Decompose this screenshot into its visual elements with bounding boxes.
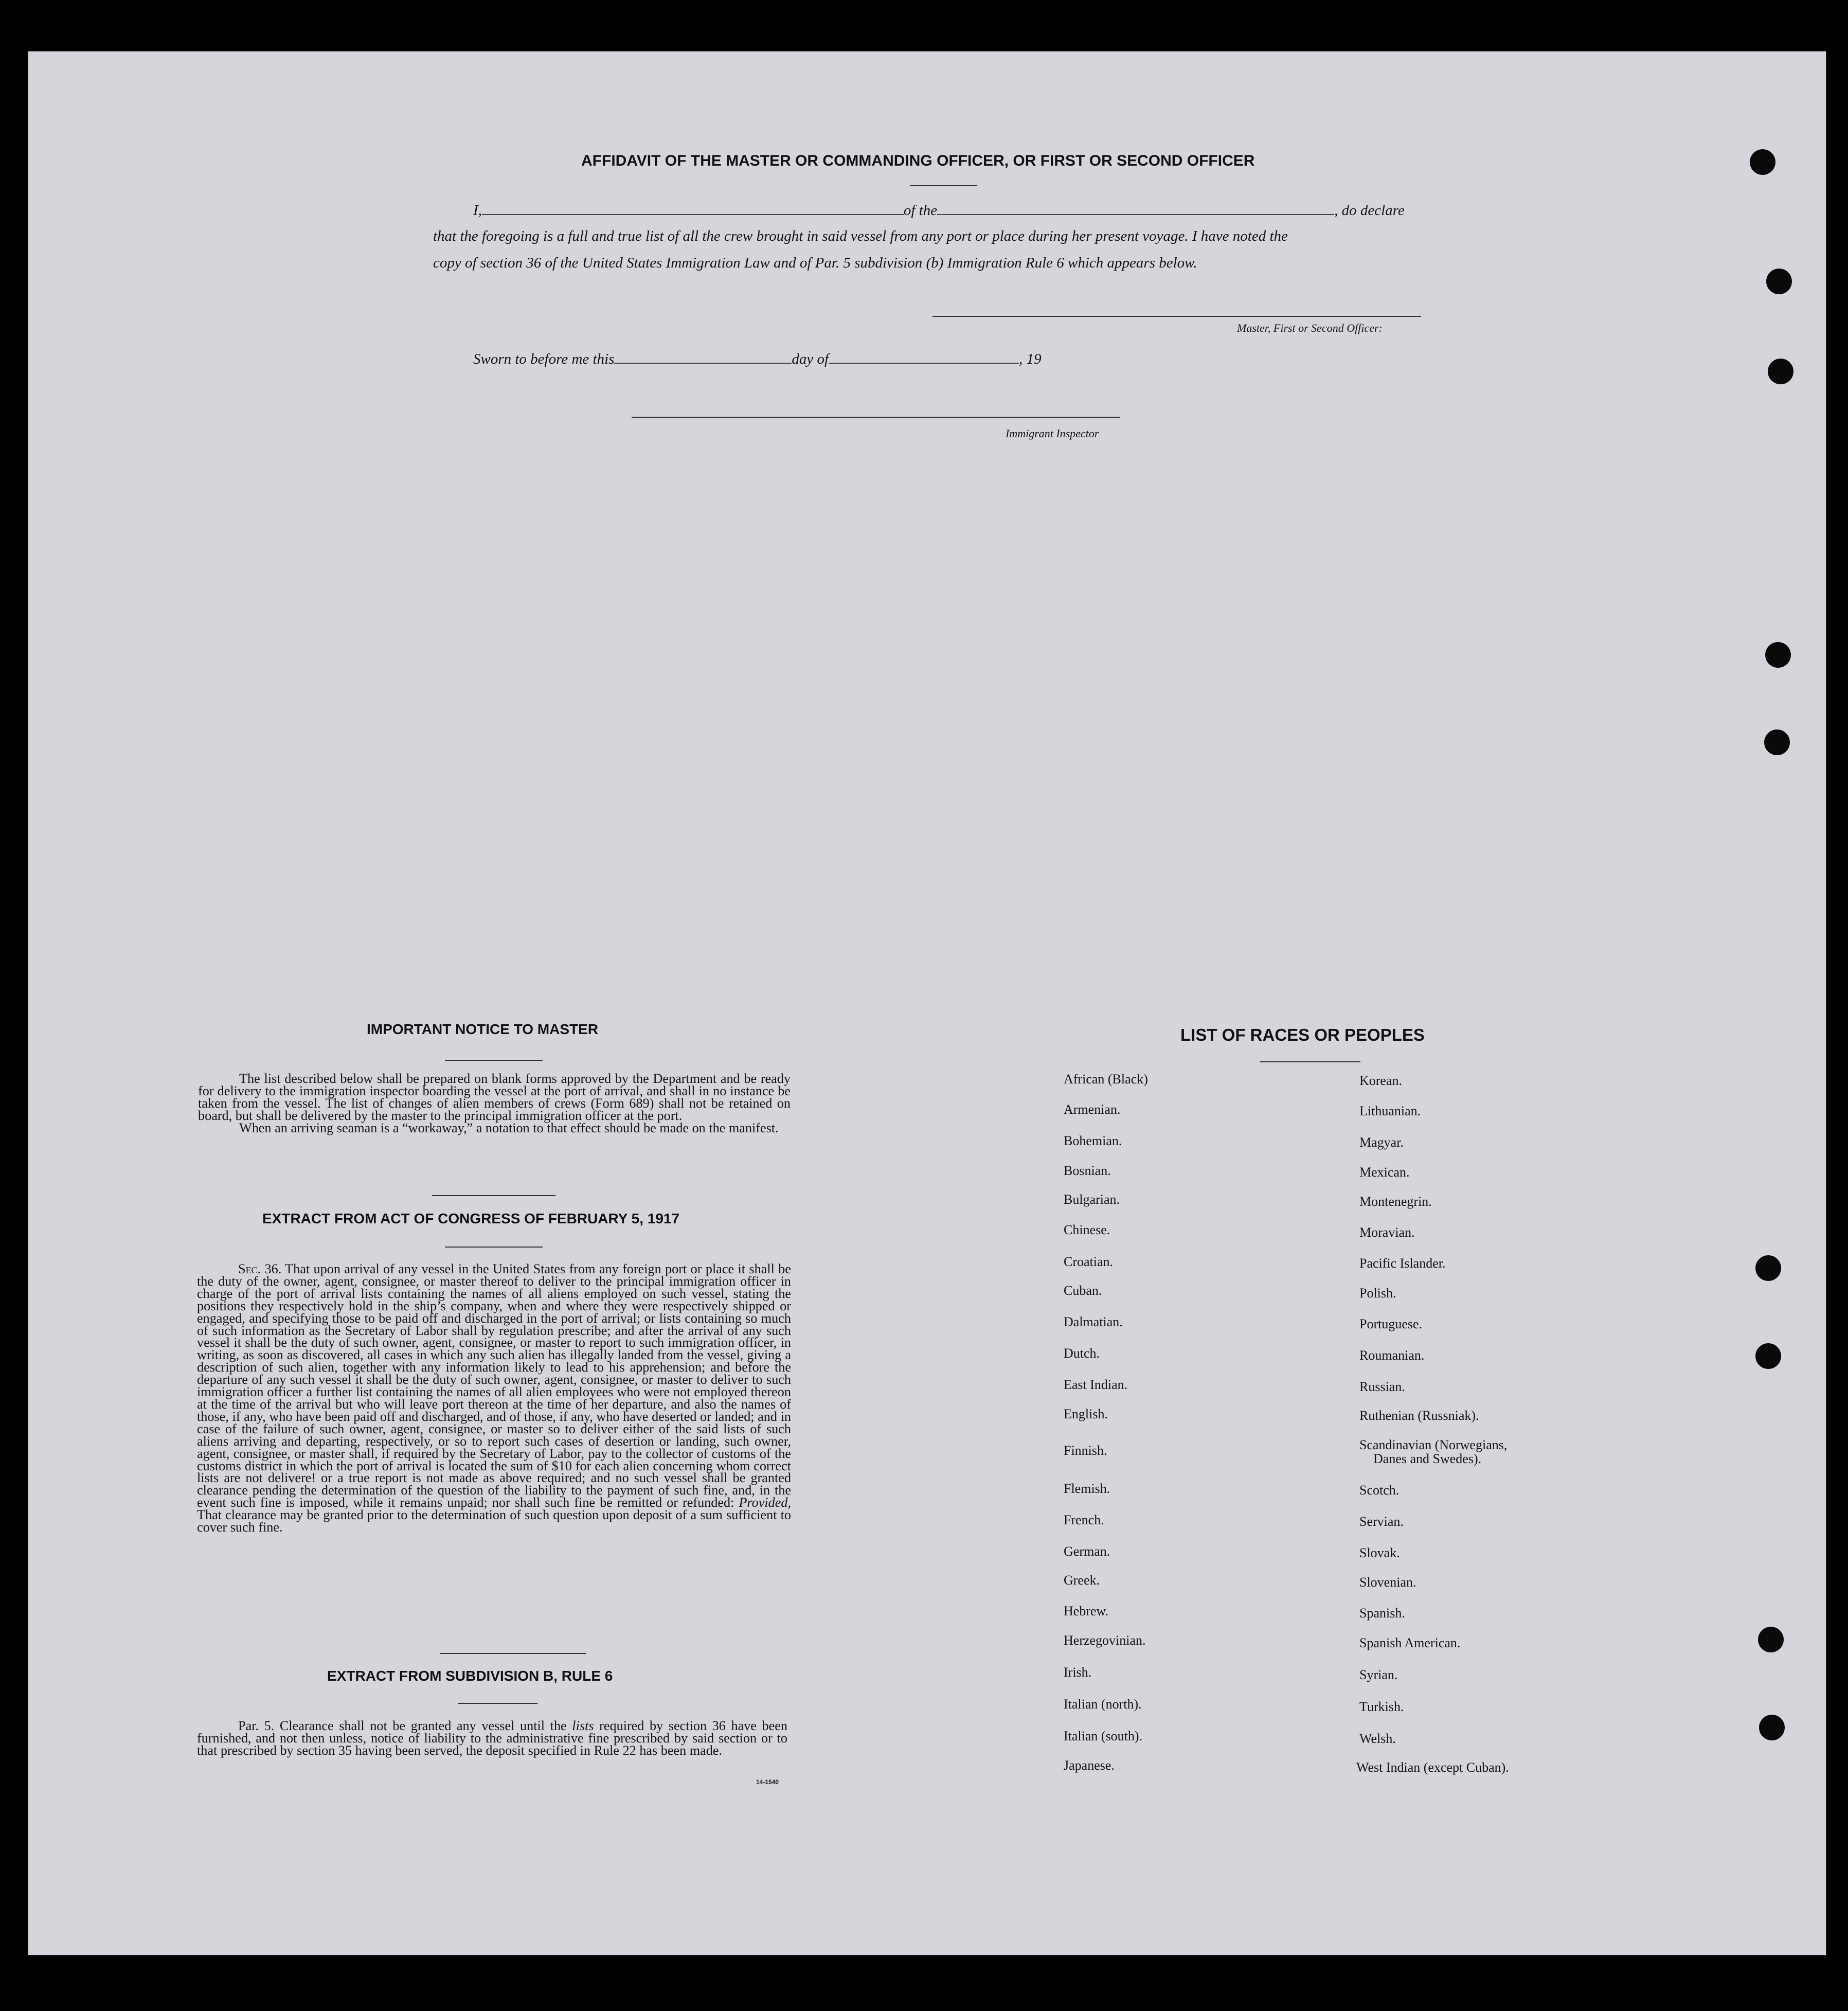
race-item: Armenian.: [1064, 1102, 1121, 1117]
race-item: German.: [1064, 1544, 1110, 1559]
master-signature-line[interactable]: [932, 316, 1421, 317]
race-item: Scandinavian (Norwegians,: [1359, 1437, 1508, 1452]
races-title: LIST OF RACES OR PEOPLES: [1180, 1025, 1425, 1044]
race-item: Servian.: [1359, 1514, 1404, 1529]
extract-act-title: EXTRACT FROM ACT OF CONGRESS OF FEBRUARY 5, 1917: [262, 1211, 680, 1226]
race-item: Polish.: [1359, 1286, 1396, 1301]
race-item: Spanish.: [1359, 1606, 1405, 1621]
race-item: Mexican.: [1359, 1165, 1410, 1180]
affidavit-title: AFFIDAVIT OF THE MASTER OR COMMANDING OFFICER, OR FIRST OR SECOND OFFICER: [581, 152, 1255, 169]
inspector-signature-line[interactable]: [632, 417, 1120, 418]
sworn-year: , 19: [1019, 351, 1042, 367]
declaration-line-3: copy of section 36 of the United States Immigration Law and of Par. 5 subdivision (b) Immigration Rule 6 which appears below.: [433, 255, 1197, 271]
inspector-label: Immigrant Inspector: [1006, 427, 1099, 440]
sworn-line: [473, 351, 1042, 368]
vessel-blank[interactable]: [937, 214, 1334, 215]
sworn-day-of: day of: [792, 351, 829, 367]
section-divider: [440, 1653, 586, 1654]
extract-rule-title: EXTRACT FROM SUBDIVISION B, RULE 6: [327, 1668, 613, 1684]
race-item: Hebrew.: [1064, 1604, 1109, 1618]
race-item: Bosnian.: [1064, 1163, 1111, 1178]
extract-rule-body: Par. 5. Clearance shall not be granted any vessel until the lists required by section 36 have been furnished, and not then unless, notice of liability to the administrative fine prescribed by said section or to that prescribed by section 35 having been served, the deposit specified in Rule 22 has been made.: [197, 1718, 787, 1758]
notice-title: IMPORTANT NOTICE TO MASTER: [367, 1021, 599, 1037]
binder-hole: [1755, 1255, 1781, 1281]
master-signature-label: Master, First or Second Officer:: [1237, 322, 1383, 334]
race-item: Italian (north).: [1064, 1697, 1142, 1712]
race-item: Montenegrin.: [1359, 1194, 1432, 1209]
binder-hole: [1755, 1343, 1781, 1369]
notice-paragraph-1: The list described below shall be prepared on blank forms approved by the Department and be ready for delivery to the immigration inspector boarding the vessel at the port of arrival, and shall in no instance be taken from the vessel. The list of changes of alien members of crews (Form 689) shall not be retained on board, but shall be delivered by the master to the principal immigration officer at the port.: [198, 1071, 791, 1123]
race-item: Korean.: [1359, 1073, 1403, 1088]
race-item: Finnish.: [1064, 1443, 1107, 1458]
races-divider: [1260, 1061, 1360, 1062]
race-item: Bohemian.: [1064, 1133, 1122, 1148]
binder-hole: [1764, 729, 1790, 755]
race-item: Roumanian.: [1359, 1348, 1425, 1363]
sworn-day-blank[interactable]: [614, 363, 792, 364]
race-item: Croatian.: [1064, 1254, 1114, 1269]
notice-body: [198, 1073, 791, 1134]
extract-act-divider: [445, 1247, 543, 1248]
race-item: Magyar.: [1359, 1135, 1404, 1150]
race-item: Italian (south).: [1064, 1729, 1143, 1743]
race-item: Greek.: [1064, 1573, 1100, 1588]
binder-hole: [1750, 149, 1775, 175]
race-item: Ruthenian (Russniak).: [1359, 1408, 1479, 1423]
name-blank[interactable]: [482, 214, 904, 215]
section-divider: [432, 1195, 555, 1196]
race-item: Irish.: [1064, 1665, 1092, 1680]
race-item: Flemish.: [1064, 1481, 1110, 1496]
race-item: Dutch.: [1064, 1346, 1100, 1361]
race-item: Japanese.: [1064, 1758, 1115, 1773]
race-item: Welsh.: [1359, 1731, 1396, 1746]
race-item: East Indian.: [1064, 1377, 1128, 1392]
race-item: Chinese.: [1064, 1222, 1110, 1237]
race-item: Spanish American.: [1359, 1635, 1461, 1650]
extract-rule-divider: [458, 1703, 537, 1704]
declaration-line-1: [473, 202, 1405, 219]
declaration-line-2: that the foregoing is a full and true list of all the crew brought in said vessel from any port or place during her present voyage. I have noted the: [433, 228, 1288, 244]
extract-act-body: Sec. 36. That upon arrival of any vessel in the United States from any foreign port or place it shall be the duty of the owner, agent, consignee, or master thereof to deliver to the principal immigration officer in charge of the port of arrival lists containing the names of all aliens employed on such vessel, stating the positions they respectively hold in the ship’s company, when and where they were respectively shipped or engaged, and specifying those to be paid off and discharged in the port of arrival; or lists containing so much of such information as the Secretary of Labor shall by regulation prescribe; and after the arrival of any such vessel it shall be the duty of such owner, agent, consignee, or master to report to such immigration officer, in writing, as soon as discovered, all cases in which any such alien has illegally landed from the vessel, giving a description of such alien, together with any information likely to lead to his apprehension; and before the departure of any such vessel it shall be the duty of such owner, agent, consignee, or master to deliver to such immigration officer a further list containing the names of all alien employees who were not employed thereon at the time of the arrival but who will leave port thereon at the time of her departure, and also the names of those, if any, who have been paid off and discharged, and of those, if any, who have deserted or landed; and in case of the failure of such owner, agent, consignee, or master so to deliver either of the said lists of such aliens arriving and departing, respectively, or so to report such cases of desertion or landing, such owner, agent, consignee, or master shall, if required by the Secretary of Labor, pay to the collector of customs of the customs district in which the port of arrival is located the sum of $10 for each alien concerning whom correct lists are not delivere! or a true report is not made as above required; and no such vessel shall be granted clearance pending the determination of the question of the liability to the payment of such fine, and, in the event such fine is imposed, while it remains unpaid; nor shall such fine be remitted or refunded: Provided, That clearance may be granted prior to the determination of such question upon deposit of a sum sufficient to cover such fine.: [197, 1261, 792, 1535]
race-item-continuation: Danes and Swedes).: [1373, 1451, 1482, 1466]
race-item: Lithuanian.: [1359, 1104, 1421, 1118]
title-divider: [910, 185, 977, 186]
race-item: Portuguese.: [1359, 1316, 1423, 1331]
declaration-of-the: of the: [903, 202, 938, 219]
race-item: French.: [1064, 1512, 1104, 1527]
race-item: Turkish.: [1359, 1699, 1404, 1714]
race-item: West Indian (except Cuban).: [1356, 1760, 1509, 1775]
declaration-do-declare: , do declare: [1334, 202, 1405, 219]
binder-hole: [1758, 1627, 1784, 1652]
race-item: Slovenian.: [1359, 1575, 1416, 1590]
binder-hole: [1766, 269, 1792, 294]
race-item: Slovak.: [1359, 1545, 1400, 1560]
race-item: Scotch.: [1359, 1483, 1400, 1498]
race-item: African (Black): [1064, 1072, 1148, 1087]
section-label: Sec. 36.: [238, 1261, 282, 1276]
sworn-month-blank[interactable]: [829, 363, 1019, 364]
notice-divider: [445, 1060, 543, 1061]
form-number: 14-1540: [756, 1778, 779, 1786]
notice-paragraph-2: When an arriving seaman is a “workaway,” a notation to that effect should be made on the manifest.: [239, 1120, 779, 1135]
race-item: Moravian.: [1359, 1225, 1415, 1240]
race-item: Herzegovinian.: [1064, 1633, 1146, 1648]
race-item: English.: [1064, 1407, 1108, 1421]
race-item: Syrian.: [1359, 1667, 1398, 1682]
race-item: Dalmatian.: [1064, 1314, 1123, 1329]
binder-hole: [1759, 1715, 1785, 1740]
race-item: Pacific Islander.: [1359, 1256, 1446, 1271]
race-item: Cuban.: [1064, 1283, 1102, 1298]
binder-hole: [1765, 642, 1791, 668]
sworn-prefix: Sworn to before me this: [473, 351, 615, 367]
declaration-i: I,: [473, 202, 482, 219]
race-item: Bulgarian.: [1064, 1192, 1120, 1207]
document-page: [28, 51, 1826, 1955]
race-item: Russian.: [1359, 1379, 1405, 1394]
binder-hole: [1768, 359, 1793, 384]
